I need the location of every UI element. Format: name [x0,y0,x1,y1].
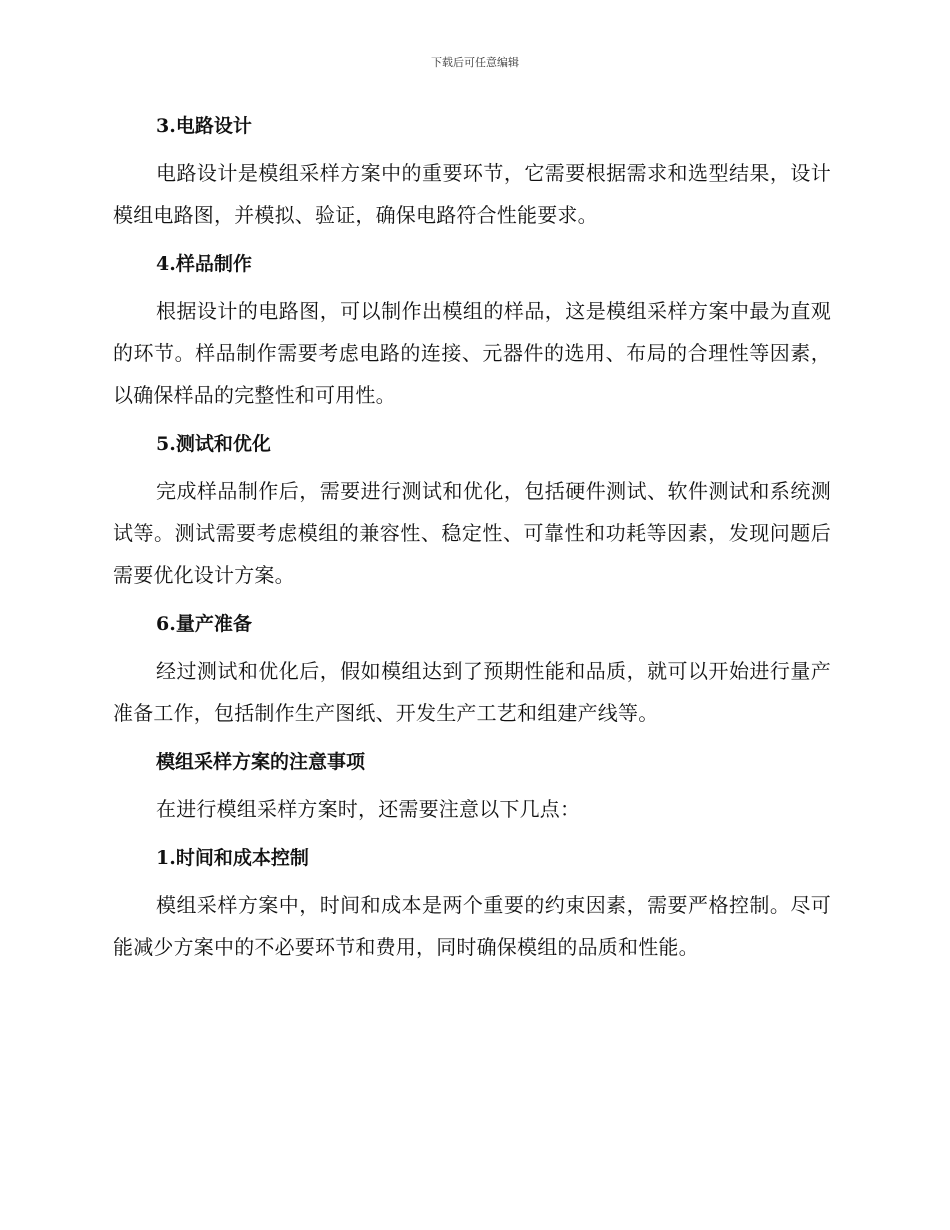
section-heading: 3.电路设计 [156,115,252,137]
section-paragraph: 电路设计是模组采样方案中的重要环节，它需要根据需求和选型结果，设计模组电路图，并模拟、验证，确保电路符合性能要求。 [113,161,831,227]
section-notes [113,744,831,830]
document-body [113,108,831,978]
section-paragraph: 完成样品制作后，需要进行测试和优化，包括硬件测试、软件测试和系统测试等。测试需要考虑模组的兼容性、稳定性、可靠性和功耗等因素，发现问题后需要优化设计方案。 [113,479,831,587]
section-heading: 1.时间和成本控制 [156,847,309,869]
section-sample-making [113,246,831,416]
section-heading: 5.测试和优化 [156,433,271,455]
section-paragraph: 根据设计的电路图，可以制作出模组的样品，这是模组采样方案中最为直观的环节。样品制作需要考虑电路的连接、元器件的选用、布局的合理性等因素，以确保样品的完整性和可用性。 [113,299,831,407]
section-heading: 模组采样方案的注意事项 [156,751,366,773]
section-paragraph: 模组采样方案中，时间和成本是两个重要的约束因素，需要严格控制。尽可能减少方案中的不必要环节和费用，同时确保模组的品质和性能。 [113,893,831,959]
section-time-cost-control [113,840,831,968]
section-paragraph: 经过测试和优化后，假如模组达到了预期性能和品质，就可以开始进行量产准备工作，包括制作生产图纸、开发生产工艺和组建产线等。 [113,659,831,725]
section-testing-optimization [113,426,831,596]
section-heading: 6.量产准备 [156,613,252,635]
section-paragraph: 在进行模组采样方案时，还需要注意以下几点： [156,797,581,821]
section-circuit-design [113,108,831,236]
section-mass-production [113,606,831,734]
section-heading: 4.样品制作 [156,253,252,275]
page-header: 下载后可任意编辑 [431,56,519,69]
